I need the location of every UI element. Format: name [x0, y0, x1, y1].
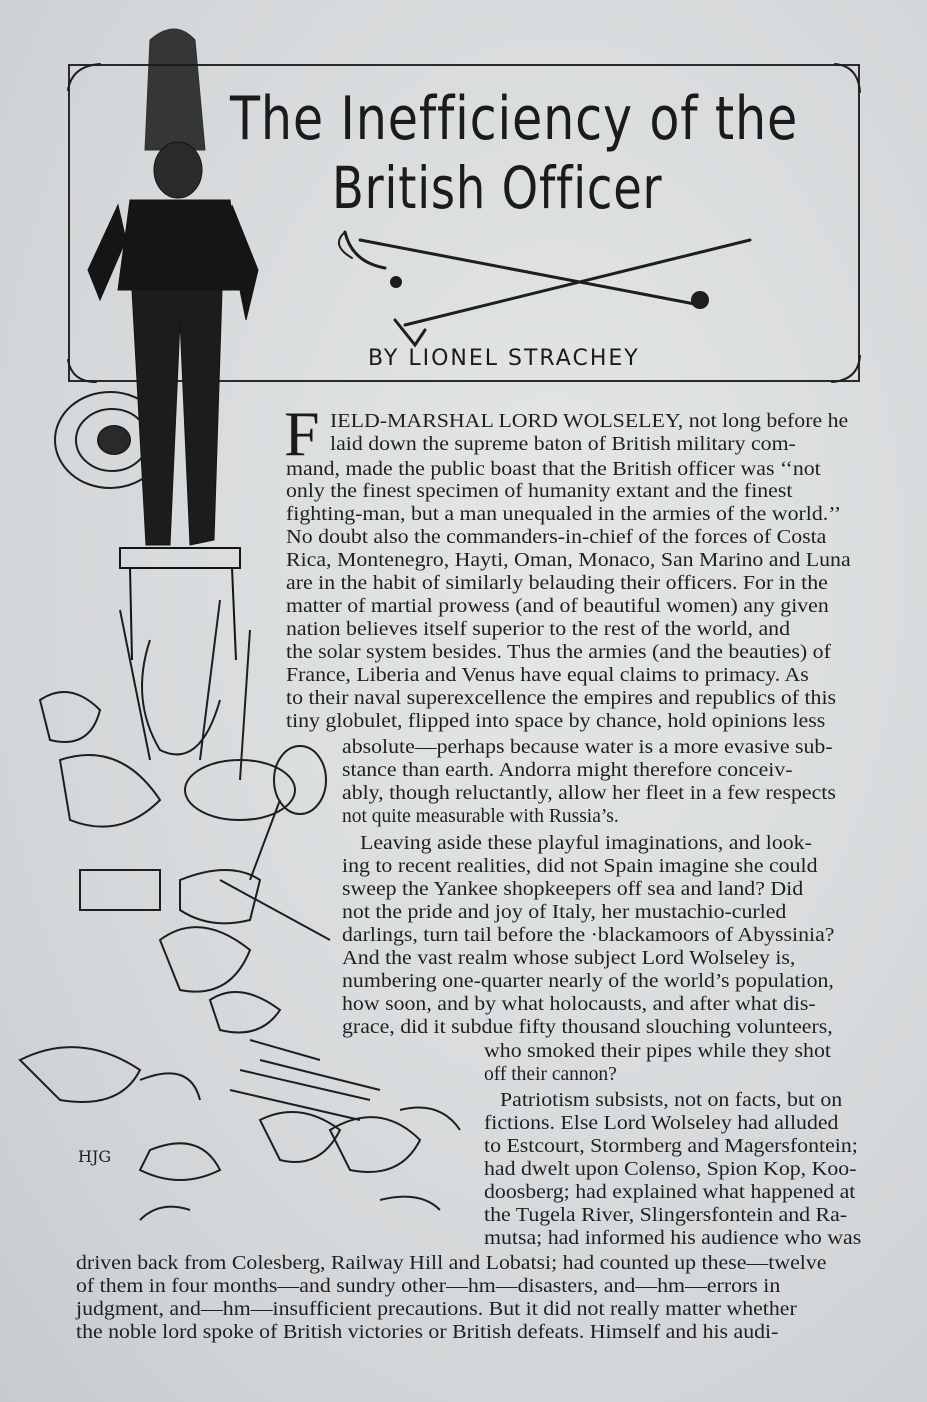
text-line: the solar system besides. Thus the armies (and the beauties) of — [286, 642, 831, 663]
text-line: matter of martial prowess (and of beautiful women) any given — [286, 596, 829, 617]
text-line: judgment, and—hm—insufficient precautions. But it did not really matter whether — [76, 1299, 797, 1320]
text-line: driven back from Colesberg, Railway Hill and Lobatsi; had counted up these—twelve — [76, 1253, 827, 1274]
text-line: stance than earth. Andorra might therefore conceiv- — [342, 760, 793, 781]
text-line: sweep the Yankee shopkeepers off sea and land? Did — [342, 879, 804, 900]
text-line: darlings, turn tail before the ·blackamoors of Abyssinia? — [342, 925, 835, 946]
text-line: mutsa; had informed his audience who was — [484, 1228, 862, 1249]
text-line: are in the habit of similarly belauding their officers. For in the — [286, 573, 828, 594]
text-line: only the finest specimen of humanity extant and the finest — [286, 481, 793, 502]
text-line: who smoked their pipes while they shot — [484, 1041, 831, 1062]
text-line: France, Liberia and Venus have equal claims to primacy. As — [286, 665, 809, 686]
text-line: of them in four months—and sundry other—hm—disasters, and—hm—errors in — [76, 1276, 781, 1297]
text-line: to Estcourt, Stormberg and Magersfontein; — [484, 1136, 858, 1157]
officer-figure — [88, 29, 258, 660]
text-line: how soon, and by what holocausts, and after what dis- — [342, 994, 816, 1015]
text-line: not the pride and joy of Italy, her mustachio-curled — [342, 902, 787, 923]
text-line: ing to recent realities, did not Spain imagine she could — [342, 856, 818, 877]
text-line: absolute—perhaps because water is a more evasive sub- — [342, 737, 833, 758]
text-line: to their naval superexcellence the empires and republics of this — [286, 688, 837, 709]
text-line: numbering one-quarter nearly of the world’s population, — [342, 971, 834, 992]
article-title-line-1: The Inefficiency of the — [230, 84, 799, 154]
text-line: fighting-man, but a man unequaled in the armies of the world.’’ — [286, 504, 842, 525]
text-line: off their cannon? — [484, 1064, 617, 1085]
text-line: tiny globulet, flipped into space by chance, hold opinions less — [286, 711, 826, 732]
text-line: doosberg; had explained what happened at — [484, 1182, 856, 1203]
text-line: And the vast realm whose subject Lord Wolseley is, — [342, 948, 796, 969]
artist-signature: HJG — [78, 1147, 112, 1166]
text-line: not quite measurable with Russia’s. — [342, 806, 619, 827]
sword-icon — [339, 232, 700, 305]
text-line: Patriotism subsists, not on facts, but on — [500, 1090, 843, 1111]
text-line: grace, did it subdue fifty thousand slouching volunteers, — [342, 1017, 833, 1038]
text-line: fictions. Else Lord Wolseley had alluded — [484, 1113, 839, 1134]
text-line: the Tugela River, Slingersfontein and Ra- — [484, 1205, 848, 1226]
text-line: IELD-MARSHAL LORD WOLSELEY, not long before he — [330, 411, 849, 432]
drop-cap: F — [284, 398, 320, 469]
text-line: mand, made the public boast that the British officer was ‘‘not — [286, 459, 821, 480]
text-line: had dwelt upon Colenso, Spion Kop, Koo- — [484, 1159, 857, 1180]
text-line: nation believes itself superior to the rest of the world, and — [286, 619, 791, 640]
text-line: Leaving aside these playful imaginations, and look- — [360, 833, 812, 854]
byline: BY LIONEL STRACHEY — [368, 346, 640, 371]
text-line: ably, though reluctantly, allow her fleet in a few respects — [342, 783, 836, 804]
text-line: laid down the supreme baton of British military com- — [330, 434, 796, 455]
archery-target-icon — [55, 392, 165, 488]
article-title-line-2: British Officer — [332, 154, 663, 222]
text-line: the noble lord spoke of British victories or British defeats. Himself and his audi- — [76, 1322, 779, 1343]
text-line: Rica, Montenegro, Hayti, Oman, Monaco, San Marino and Luna — [286, 550, 851, 571]
text-line: No doubt also the commanders-in-chief of the forces of Costa — [286, 527, 827, 548]
